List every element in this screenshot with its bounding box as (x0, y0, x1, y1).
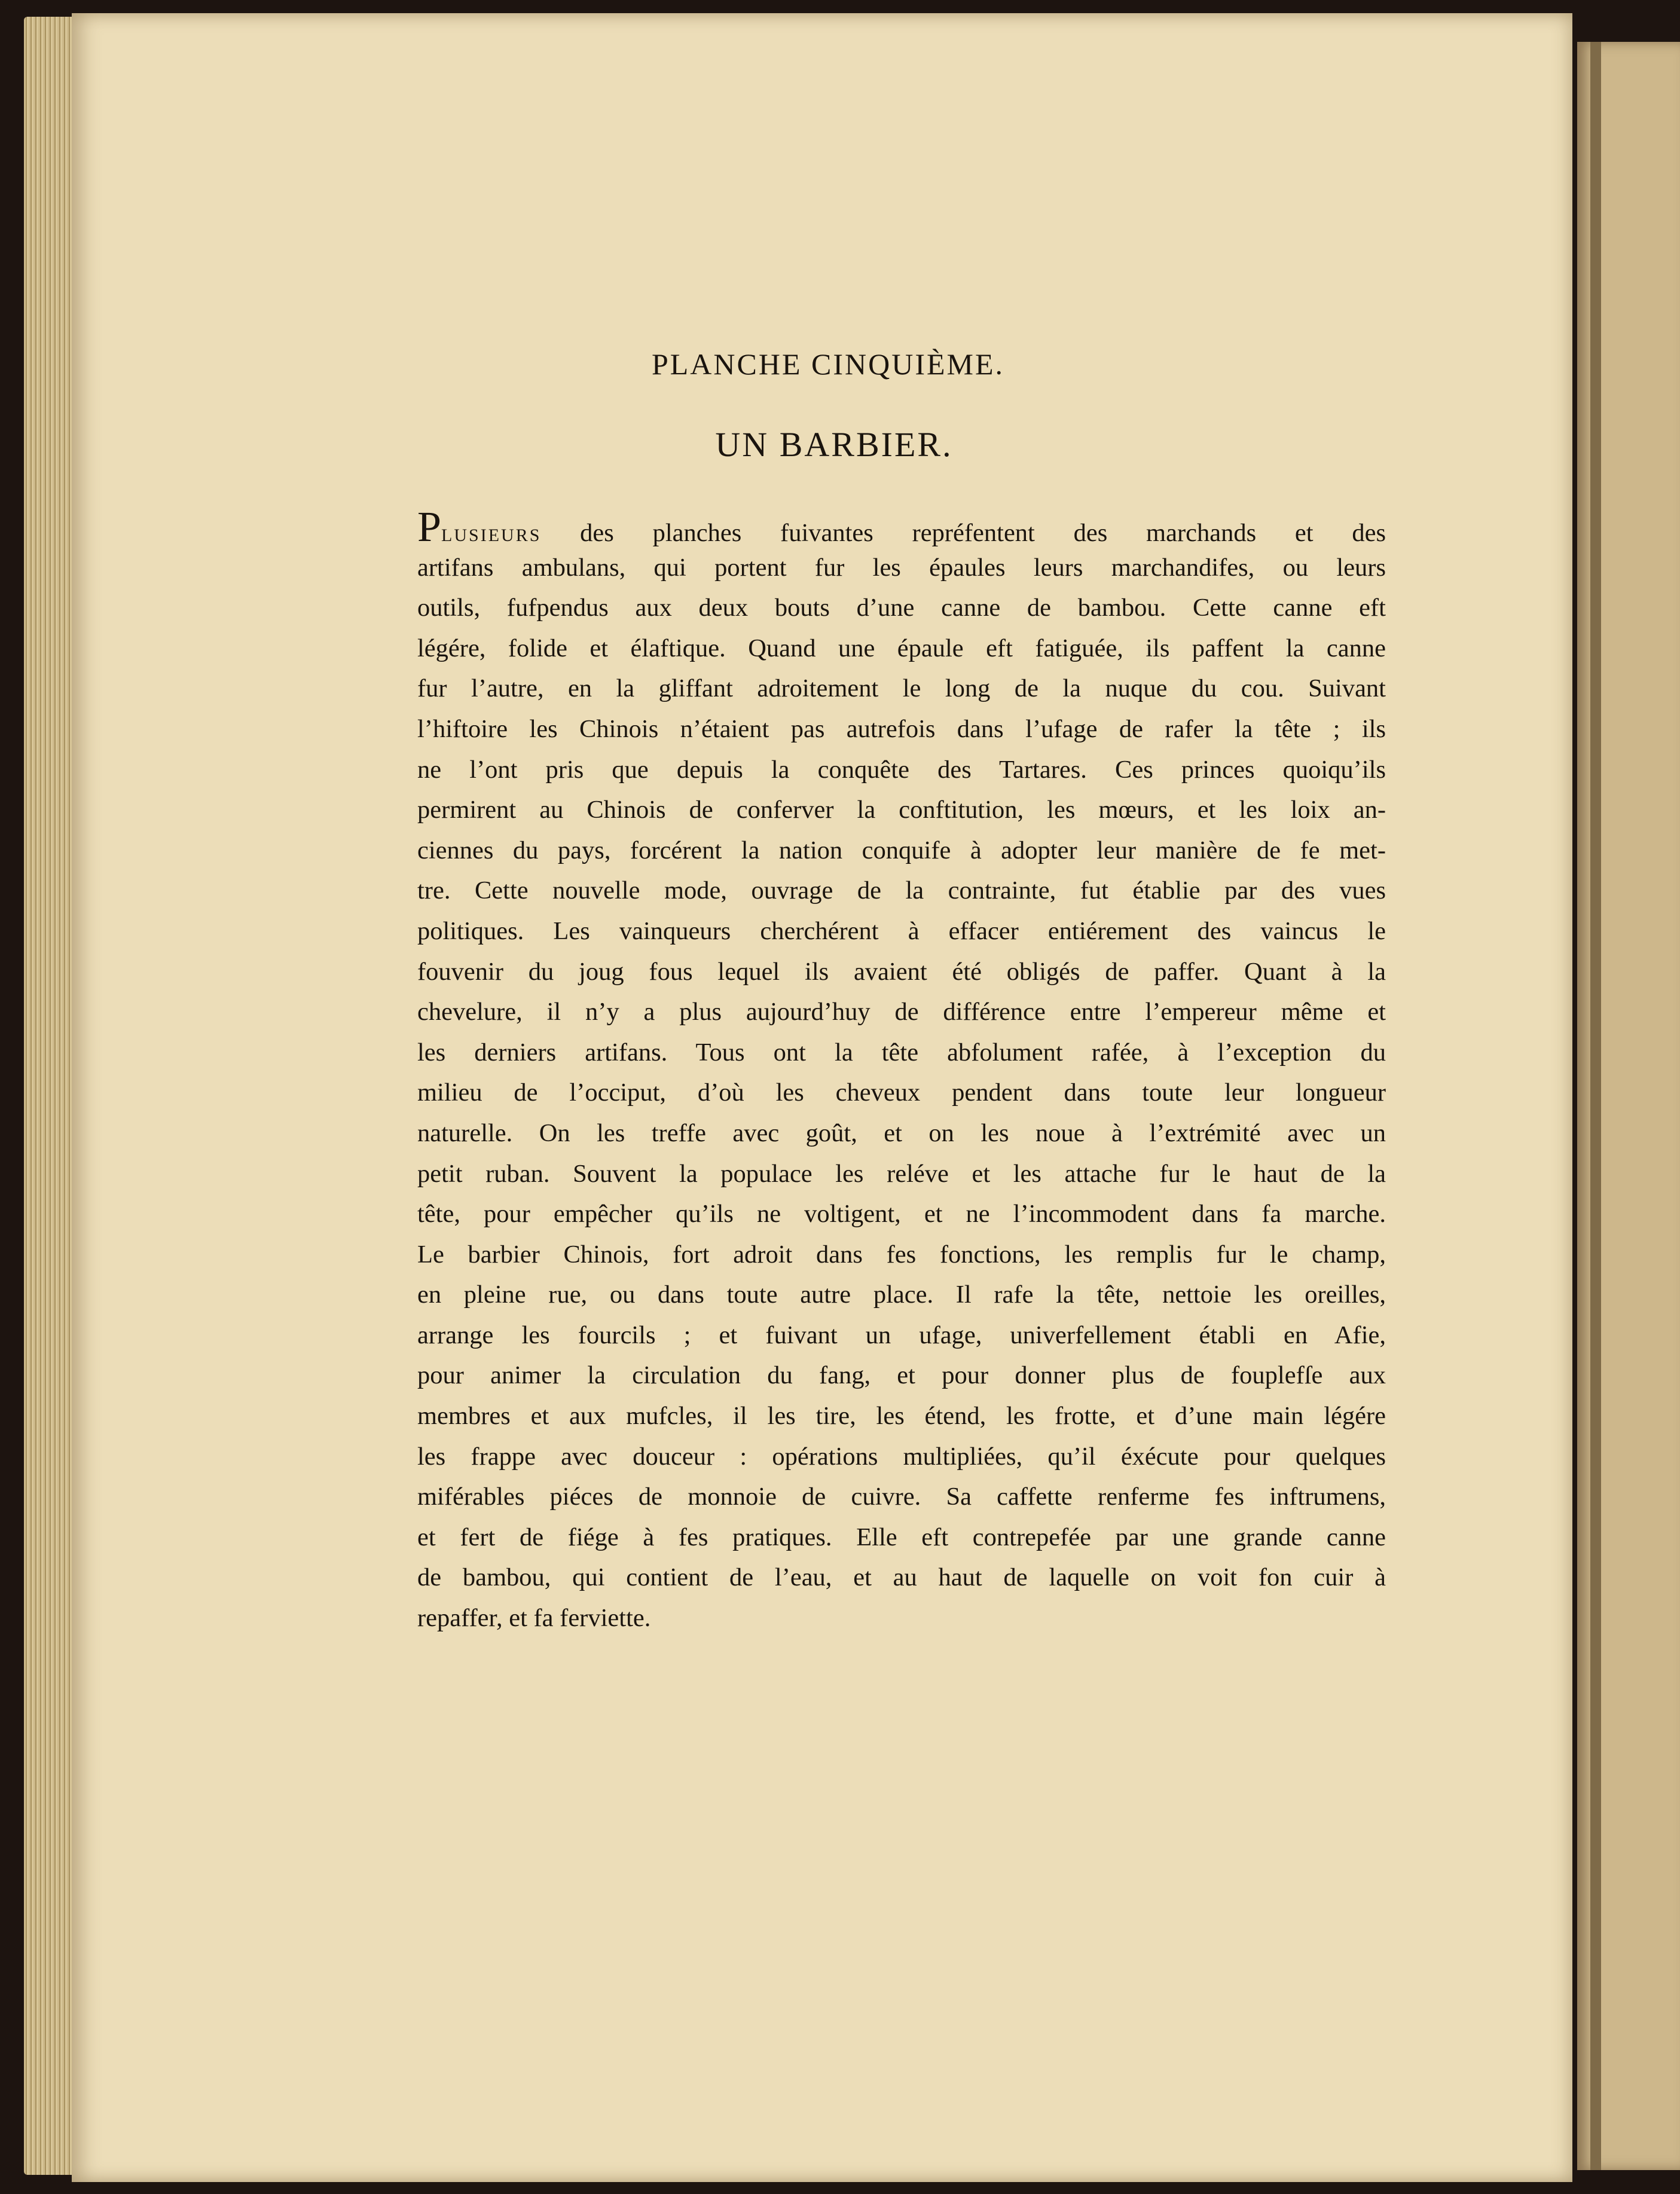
text-line: repaffer, et fa ferviette. (417, 1604, 651, 1633)
text-line: tre. Cette nouvelle mode, ouvrage de la contrainte, fut établie par des vues (417, 876, 1386, 905)
text-line-content: des planches fuivantes repréfentent des marchands et des (541, 519, 1386, 547)
text-line: de bambou, qui contient de l’eau, et au haut de laquelle on voit fon cuir à (417, 1563, 1386, 1592)
text-line: membres et aux mufcles, il les tire, les étend, les frotte, et d’une main légére (417, 1402, 1386, 1431)
text-line: ciennes du pays, forcérent la nation conquife à adopter leur manière de fe met- (417, 836, 1386, 864)
text-line: légére, folide et élaftique. Quand une épaule eft fatiguée, ils paffent la canne (417, 634, 1386, 662)
text-line: permirent au Chinois de conferver la conftitution, les mœurs, et les loix an- (417, 796, 1386, 824)
text-line: politiques. Les vainqueurs cherchérent à effacer entiérement des vaincus le (417, 916, 1386, 945)
text-line: en pleine rue, ou dans toute autre place. Il rafe la tête, nettoie les oreilles, (417, 1281, 1386, 1309)
text-line: les derniers artifans. Tous ont la tête abfolument rafée, à l’exception du (417, 1038, 1386, 1067)
body-paragraph (417, 503, 1386, 1639)
text-line: chevelure, il n’y a plus aujourd’huy de différence entre l’empereur même et (417, 998, 1386, 1026)
text-line: miférables piéces de monnoie de cuivre. Sa caffette renferme fes inftrumens, (417, 1483, 1386, 1511)
text-line: et fert de fiége à fes pratiques. Elle eft contrepefée par une grande canne (417, 1523, 1386, 1551)
text-line: artifans ambulans, qui portent fur les épaules leurs marchandifes, ou leurs (417, 553, 1386, 582)
binding-strip (1590, 42, 1601, 2170)
text-line: les frappe avec douceur : opérations multipliées, qu’il éxécute pour quelques (417, 1442, 1386, 1471)
text-line: outils, fufpendus aux deux bouts d’une canne de bambou. Cette canne eft (417, 594, 1386, 622)
plate-heading: PLANCHE CINQUIÈME. (651, 347, 1005, 381)
page-edges (24, 17, 79, 2175)
text-line: ne l’ont pris que depuis la conquête des Tartares. Ces princes quoiqu’ils (417, 755, 1386, 784)
plate-title: UN BARBIER. (715, 425, 953, 464)
text-line: fouvenir du joug fous lequel ils avaient été obligés de paffer. Quant à la (417, 957, 1386, 986)
adjacent-page-edge (1577, 42, 1680, 2170)
text-line: arrange les fourcils ; et fuivant un ufage, univerfellement établi en Afie, (417, 1321, 1386, 1349)
text-line: pour animer la circulation du fang, et pour donner plus de fouplefſe aux (417, 1361, 1386, 1390)
text-line: fur l’autre, en la gliffant adroitement le long de la nuque du cou. Suivant (417, 674, 1386, 703)
text-line: petit ruban. Souvent la populace les reléve et les attache fur le haut de la (417, 1159, 1386, 1188)
text-line: tête, pour empêcher qu’ils ne voltigent, et ne l’incommodent dans fa marche. (417, 1200, 1386, 1229)
text-line: Le barbier Chinois, fort adroit dans fes fonctions, les remplis fur le champ, (417, 1240, 1386, 1269)
book-page (72, 13, 1572, 2182)
text-line: milieu de l’occiput, d’où les cheveux pendent dans toute leur longueur (417, 1078, 1386, 1107)
text-line: l’hiftoire les Chinois n’étaient pas autrefois dans l’ufage de rafer la tête ; ils (417, 714, 1386, 743)
text-line: naturelle. On les treffe avec goût, et on les noue à l’extrémité avec un (417, 1119, 1386, 1147)
lead-word: lusieurs (441, 519, 542, 547)
drop-cap: P (417, 503, 442, 551)
text-line (417, 503, 1386, 551)
